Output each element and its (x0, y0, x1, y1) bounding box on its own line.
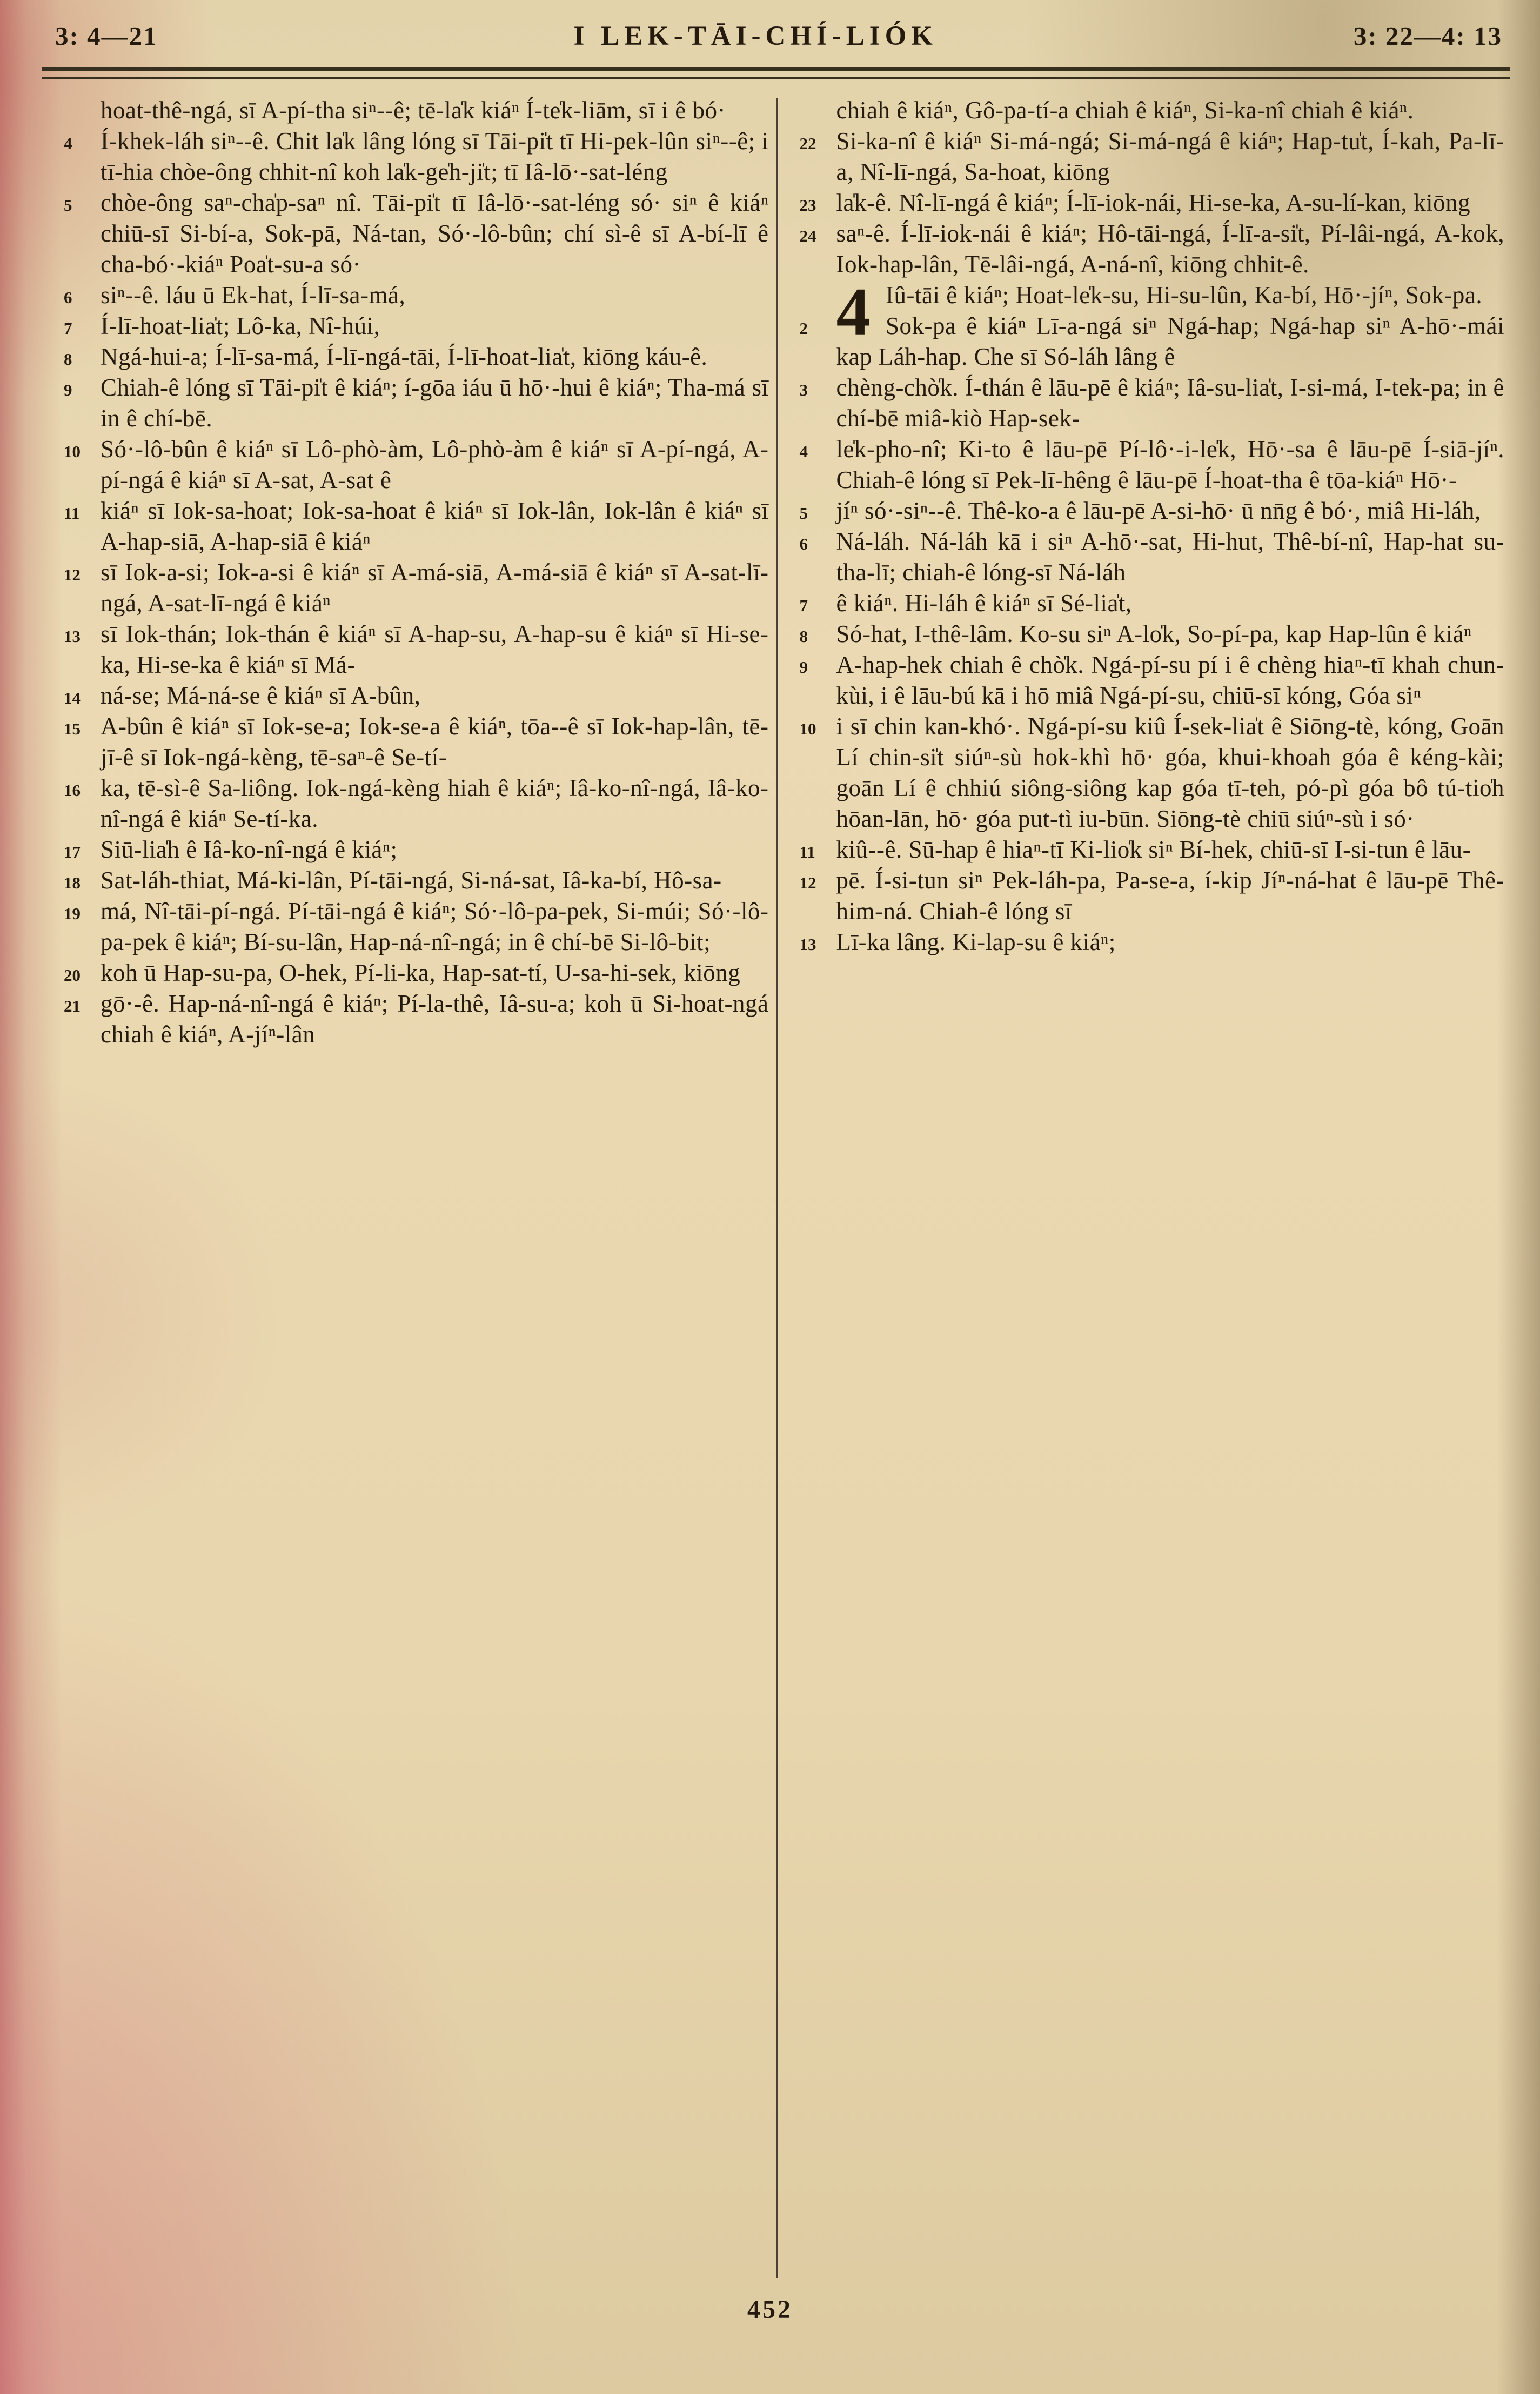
verse-text: A-bûn ê kiáⁿ sī Iok-se-a; Iok-se-a ê kiáⁿ, tōa--ê sī Iok-hap-lân, tē-jī-ê sī Iok-ngá-kèng, tē-saⁿ-ê Se-tí- (101, 713, 769, 771)
right-column (793, 95, 1505, 2278)
verse-number: 6 (799, 534, 808, 553)
verse (64, 126, 769, 188)
verse (799, 927, 1505, 958)
verse-text: Í-lī-hoat-lia̍t; Lô-ka, Nî-húi, (101, 312, 380, 339)
verse-text: hoat-thê-ngá, sī A-pí-tha siⁿ--ê; tē-la̍k kiáⁿ Í-te̍k-liām, sī i ê bó· (101, 97, 726, 124)
verse-text: siⁿ--ê. láu ū Ek-hat, Í-lī-sa-má, (101, 282, 406, 309)
verse (64, 557, 769, 619)
verse-number: 23 (799, 196, 816, 215)
verse (799, 834, 1505, 865)
verse-text: Chiah-ê lóng sī Tāi-pi̍t ê kiáⁿ; í-gōa iáu ū hō·-hui ê kiáⁿ; Tha-má sī in ê chí-bē. (101, 374, 769, 432)
verse-number: 4 (799, 442, 808, 461)
verse-text: Lī-ka lâng. Ki-lap-su ê kiáⁿ; (836, 928, 1116, 955)
verse-number: 22 (799, 134, 816, 153)
verse (799, 588, 1505, 619)
verse-number: 9 (799, 658, 808, 677)
verse-text: Só-hat, I-thê-lâm. Ko-su siⁿ A-lo̍k, So-pí-pa, kap Hap-lûn ê kiáⁿ (836, 620, 1472, 647)
verse-text: Ngá-hui-a; Í-lī-sa-má, Í-lī-ngá-tāi, Í-lī-hoat-lia̍t, kiōng káu-ê. (101, 343, 708, 370)
verse-text: chèng-chò̍k. Í-thán ê lāu-pē ê kiáⁿ; Iâ-su-lia̍t, I-si-má, I-tek-pa; in ê chí-bē miâ-kiò Hap-sek- (836, 374, 1504, 432)
verse (64, 342, 769, 372)
verse-text: kiû--ê. Sū-hap ê hiaⁿ-tī Ki-lio̍k siⁿ Bí-hek, chiū-sī I-si-tun ê lāu- (836, 836, 1471, 863)
verse-number: 8 (799, 627, 808, 646)
verse-text: A-hap-hek chiah ê chò̍k. Ngá-pí-su pí i ê chèng hiaⁿ-tī khah chun-kùi, i ê lāu-bú kā i hō miâ Ngá-pí-su, chiū-sī kóng, Góa siⁿ (836, 651, 1504, 709)
verse (799, 711, 1505, 834)
verse-number: 6 (64, 288, 72, 307)
verse-number: 13 (64, 627, 81, 646)
verse-text: gō·-ê. Hap-ná-nî-ngá ê kiáⁿ; Pí-la-thê, Iâ-su-a; koh ū Si-hoat-ngá chiah ê kiáⁿ, A-jíⁿ-lân (101, 990, 769, 1048)
verse-text: le̍k-pho-nî; Ki-to ê lāu-pē Pí-lô·-i-le̍k, Hō·-sa ê lāu-pē Í-siā-jíⁿ. Chiah-ê lóng sī Pek-lī-hêng ê lāu-pē Í-hoat-tha ê tōa-kiáⁿ Hō·- (836, 436, 1504, 493)
verse-number: 17 (64, 842, 81, 861)
verse-text: ê kiáⁿ. Hi-láh ê kiáⁿ sī Sé-lia̍t, (836, 590, 1132, 617)
verse-number: 21 (64, 997, 81, 1015)
verse (799, 188, 1505, 218)
verse-number: 24 (799, 226, 816, 245)
verse-text: chiah ê kiáⁿ, Gô-pa-tí-a chiah ê kiáⁿ, Si-ka-nî chiah ê kiáⁿ. (836, 97, 1414, 124)
verse (64, 680, 769, 711)
verse-text: sī Iok-thán; Iok-thán ê kiáⁿ sī A-hap-su, A-hap-su ê kiáⁿ sī Hi-se-ka, Hi-se-ka ê kiáⁿ sī Má- (101, 620, 769, 678)
verse (799, 311, 1505, 372)
verse-number: 2 (799, 319, 808, 338)
verse-text: Sat-láh-thiat, Má-ki-lân, Pí-tāi-ngá, Si-ná-sat, Iâ-ka-bí, Hô-sa- (101, 867, 722, 894)
verse (799, 372, 1505, 434)
header-title: I LEK-TĀI-CHÍ-LIÓK (573, 21, 938, 51)
header-right-reference: 3: 22—4: 13 (1353, 21, 1502, 51)
verse (64, 896, 769, 958)
verse-number: 5 (799, 504, 808, 523)
verse (799, 126, 1505, 188)
verse (64, 711, 769, 773)
page-number: 452 (747, 2295, 793, 2324)
verse-number: 19 (64, 904, 81, 923)
verse-number: 10 (799, 719, 816, 738)
verse (799, 865, 1505, 927)
verse-number: 15 (64, 719, 81, 738)
verse (64, 958, 769, 988)
verse-number: 7 (799, 596, 808, 615)
column-divider (776, 98, 778, 2278)
verse-number: 9 (64, 380, 72, 399)
verse-text: ná-se; Má-ná-se ê kiáⁿ sī A-bûn, (101, 682, 421, 709)
verse-text: la̍k-ê. Nî-lī-ngá ê kiáⁿ; Í-lī-iok-nái, Hi-se-ka, A-su-lí-kan, kiōng (836, 189, 1471, 216)
text-columns (57, 95, 1504, 2278)
verse (64, 773, 769, 834)
verse (836, 95, 1505, 126)
verse (64, 280, 769, 311)
verse (64, 434, 769, 496)
verse-text: má, Nî-tāi-pí-ngá. Pí-tāi-ngá ê kiáⁿ; Só·-lô-pa-pek, Si-múi; Só·-lô-pa-pek ê kiáⁿ; Bí-su-lân, Hap-ná-nî-ngá; in ê chí-bē Si-lô-bit; (101, 898, 769, 955)
verse (64, 311, 769, 342)
verse-text: pē. Í-si-tun siⁿ Pek-láh-pa, Pa-se-a, í-kip Jíⁿ-ná-hat ê lāu-pē Thê-him-ná. Chiah-ê lóng sī (836, 867, 1504, 925)
verse-number: 12 (799, 873, 816, 892)
verse-number: 11 (799, 842, 815, 861)
verse-number: 7 (64, 319, 72, 338)
verse (101, 95, 769, 126)
header-left-reference: 3: 4—21 (55, 21, 158, 51)
verse (799, 496, 1505, 526)
verse (64, 988, 769, 1050)
verse-number: 12 (64, 565, 81, 584)
verse (64, 834, 769, 865)
verse-number: 13 (799, 935, 816, 954)
verse (799, 218, 1505, 280)
verse (64, 865, 769, 896)
verse-text: Siū-lia̍h ê Iâ-ko-nî-ngá ê kiáⁿ; (101, 836, 398, 863)
verse-number: 10 (64, 442, 81, 461)
verse-number: 18 (64, 873, 81, 892)
verse (799, 434, 1505, 496)
verse (799, 619, 1505, 650)
chapter-number: 4 (836, 275, 871, 350)
verse-text: ka, tē-sì-ê Sa-liông. Iok-ngá-kèng hiah ê kiáⁿ; Iâ-ko-nî-ngá, Iâ-ko-nî-ngá ê kiáⁿ Se-tí-ka. (101, 774, 769, 832)
verse (64, 372, 769, 434)
verse-text: i sī chin kan-khó·. Ngá-pí-su kiû Í-sek-lia̍t ê Siōng-tè, kóng, Goān Lí chin-si̍t siúⁿ-sù hok-khì hō· góa, khui-khoah góa ê kéng-kài; goān Lí ê chhiú siông-siông kap góa tī-teh, pó-pì góa bô tú-tio̍h hōan-lān, hō· góa put-tì iu-būn. Siōng-tè chiū siúⁿ-sù i só· (836, 713, 1504, 832)
verse-text: jíⁿ só·-siⁿ--ê. Thê-ko-a ê lāu-pē A-si-hō· ū nn̄g ê bó·, miâ Hi-láh, (836, 497, 1481, 524)
verse (799, 526, 1505, 588)
verse-text: Ná-láh. Ná-láh kā i siⁿ A-hō·-sat, Hi-hut, Thê-bí-nî, Hap-hat su-tha-lī; chiah-ê lóng-sī Ná-láh (836, 528, 1504, 586)
verse-text: sī Iok-a-si; Iok-a-si ê kiáⁿ sī A-má-siā, A-má-siā ê kiáⁿ sī A-sat-lī-ngá, A-sat-lī-ngá ê kiáⁿ (101, 559, 769, 617)
verse (64, 619, 769, 680)
verse-number: 20 (64, 966, 81, 985)
verse-text: Iû-tāi ê kiáⁿ; Hoat-le̍k-su, Hi-su-lûn, Ka-bí, Hō·-jíⁿ, Sok-pa. (886, 282, 1483, 309)
verse-text: kiáⁿ sī Iok-sa-hoat; Iok-sa-hoat ê kiáⁿ sī Iok-lân, Iok-lân ê kiáⁿ sī A-hap-siā, A-hap-siā ê kiáⁿ (101, 497, 769, 555)
verse-number: 8 (64, 350, 72, 369)
left-column (57, 95, 769, 2278)
verse-text: Sok-pa ê kiáⁿ Lī-a-ngá siⁿ Ngá-hap; Ngá-hap siⁿ A-hō·-mái kap Láh-hap. Che sī Só-láh lâng ê (836, 312, 1504, 370)
verse-text: koh ū Hap-su-pa, O-hek, Pí-li-ka, Hap-sat-tí, U-sa-hi-sek, kiōng (101, 959, 741, 986)
verse-number: 3 (799, 380, 808, 399)
verse-text: Si-ka-nî ê kiáⁿ Si-má-ngá; Si-má-ngá ê kiáⁿ; Hap-tu̍t, Í-kah, Pa-lī-a, Nî-lī-ngá, Sa-hoat, kiōng (836, 128, 1504, 185)
verse-number: 5 (64, 196, 72, 215)
verse-number: 4 (64, 134, 72, 153)
verse-text: Só·-lô-bûn ê kiáⁿ sī Lô-phò-àm, Lô-phò-àm ê kiáⁿ sī A-pí-ngá, A-pí-ngá ê kiáⁿ sī A-sat, A-sat ê (101, 436, 769, 493)
verse (799, 650, 1505, 711)
verse (64, 496, 769, 557)
verse-text: chòe-ông saⁿ-cha̍p-saⁿ nî. Tāi-pi̍t tī Iâ-lō·-sat-léng só· siⁿ ê kiáⁿ chiū-sī Si-bí-a, Sok-pā, Ná-tan, Só·-lô-bûn; chí sì-ê sī A-bí-lī ê cha-bó·-kiáⁿ Poa̍t-su-a só· (101, 189, 769, 278)
verse-text: saⁿ-ê. Í-lī-iok-nái ê kiáⁿ; Hô-tāi-ngá, Í-lī-a-si̍t, Pí-lâi-ngá, A-kok, Iok-hap-lân, Tē-lâi-ngá, A-ná-nî, kiōng chhit-ê. (836, 220, 1504, 278)
verse-number: 16 (64, 781, 81, 800)
running-header (55, 21, 1502, 52)
verse-number: 11 (64, 504, 80, 523)
verse (64, 188, 769, 280)
verse-number: 14 (64, 688, 81, 707)
verse-text: Í-khek-láh siⁿ--ê. Chit la̍k lâng lóng sī Tāi-pi̍t tī Hi-pek-lûn siⁿ--ê; i tī-hia chòe-ông chhit-nî koh la̍k-ge̍h-ji̍t; tī Iâ-lō·-sat-léng (101, 128, 769, 185)
header-rule (42, 67, 1510, 79)
